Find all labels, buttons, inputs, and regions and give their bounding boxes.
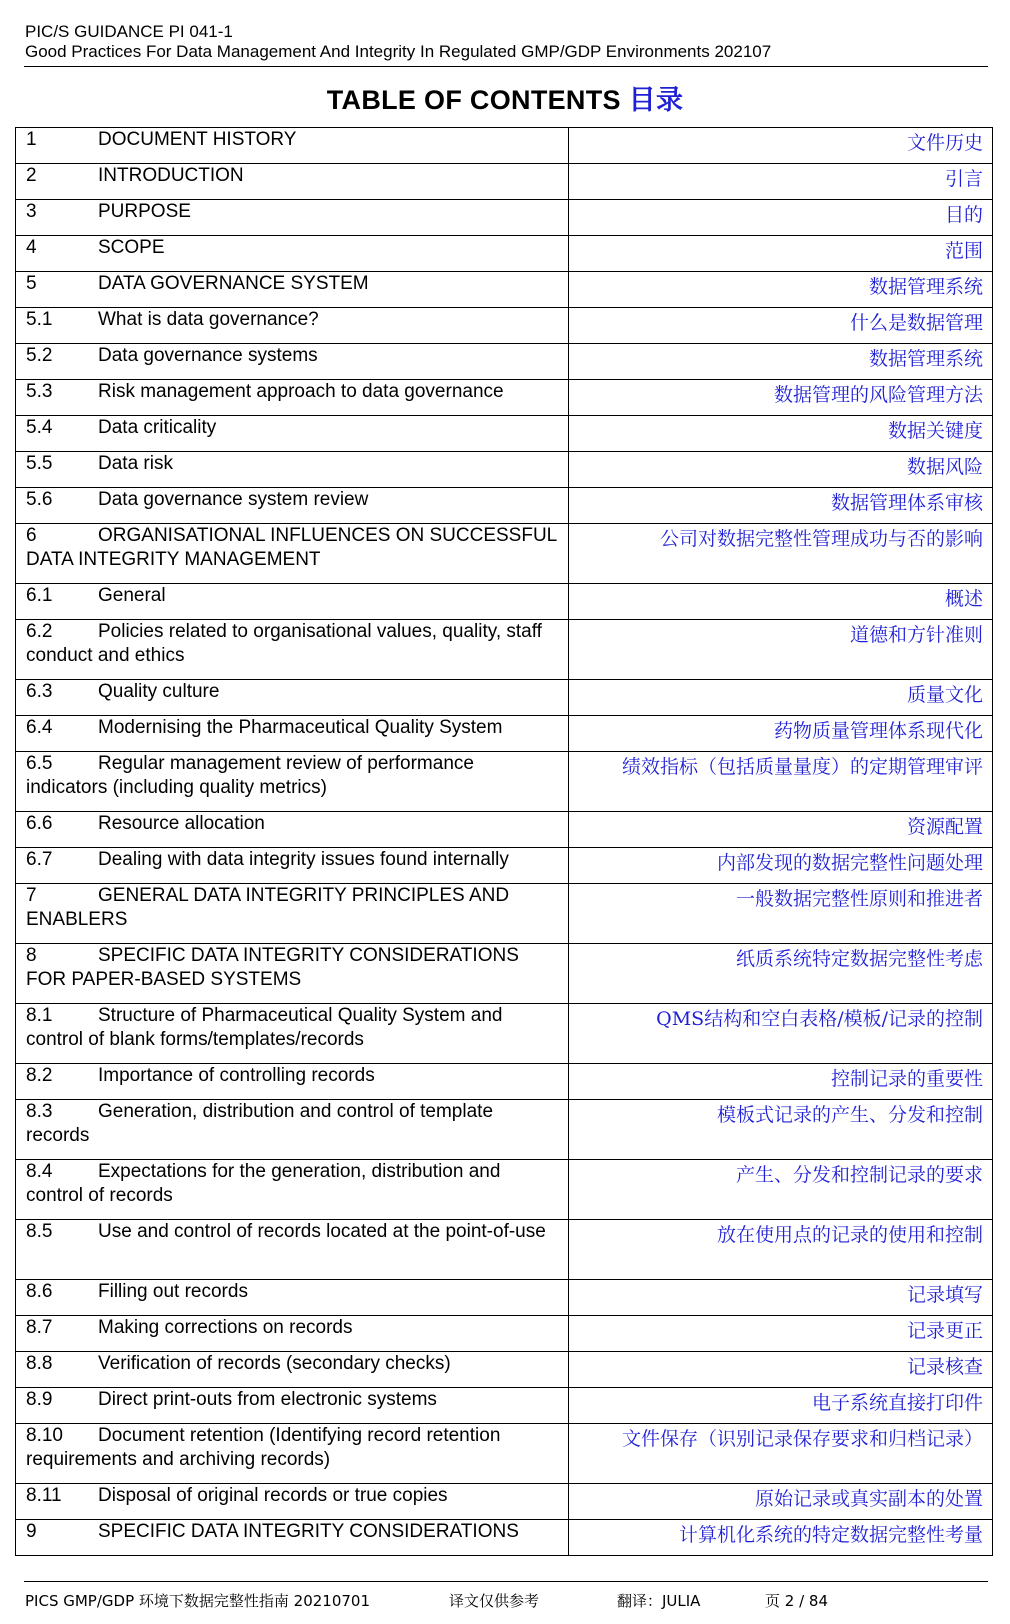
toc-entry-english — [16, 1064, 569, 1100]
section-number: 6.1 — [26, 585, 53, 606]
toc-entry-english — [16, 272, 569, 308]
section-number: 8.3 — [26, 1101, 53, 1122]
footer-reference-note: 译文仅供参考 — [449, 1592, 540, 1610]
toc-row[interactable] — [16, 164, 993, 200]
section-number: 8.1 — [26, 1005, 53, 1026]
toc-row[interactable] — [16, 884, 993, 944]
section-title: Disposal of original records or true copies — [98, 1485, 448, 1506]
section-number: 8.6 — [26, 1281, 53, 1302]
toc-entry-chinese[interactable]: 概述 — [569, 584, 993, 620]
section-title: SPECIFIC DATA INTEGRITY CONSIDERATIONS — [98, 1521, 519, 1542]
page-footer — [0, 1590, 1010, 1614]
toc-entry-english — [16, 884, 569, 944]
toc-entry-english — [16, 1484, 569, 1520]
toc-entry-english — [16, 200, 569, 236]
section-title: Risk management approach to data governance — [98, 381, 504, 402]
section-number: 6.5 — [26, 753, 53, 774]
toc-row[interactable] — [16, 1424, 993, 1484]
toc-entry-chinese[interactable]: 电子系统直接打印件 — [569, 1388, 993, 1424]
toc-entry-english — [16, 680, 569, 716]
toc-entry-english — [16, 524, 569, 584]
section-number: 8.10 — [26, 1425, 63, 1446]
toc-table-body — [16, 128, 993, 1556]
section-number: 8.7 — [26, 1317, 53, 1338]
toc-entry-english — [16, 1520, 569, 1556]
toc-row[interactable] — [16, 716, 993, 752]
section-number: 3 — [26, 201, 37, 222]
section-number: 5.4 — [26, 417, 53, 438]
toc-entry-english — [16, 236, 569, 272]
toc-row[interactable] — [16, 620, 993, 680]
section-number: 8.11 — [26, 1485, 62, 1506]
toc-row[interactable] — [16, 848, 993, 884]
toc-row[interactable] — [16, 308, 993, 344]
toc-entry-english — [16, 1316, 569, 1352]
toc-row[interactable] — [16, 524, 993, 584]
toc-row[interactable] — [16, 200, 993, 236]
toc-title-chinese: 目录 — [628, 85, 684, 116]
section-title: Making corrections on records — [98, 1317, 353, 1338]
section-title: Modernising the Pharmaceutical Quality System — [98, 717, 503, 738]
section-number: 8.9 — [26, 1389, 53, 1410]
footer-document-name: PICS GMP/GDP 环境下数据完整性指南 20210701 — [25, 1592, 371, 1610]
header-guidance-id: PIC/S GUIDANCE PI 041-1 — [25, 22, 233, 41]
toc-entry-chinese[interactable]: 引言 — [569, 164, 993, 200]
section-number: 5.2 — [26, 345, 53, 366]
toc-table — [15, 127, 993, 1556]
section-title: PURPOSE — [98, 201, 191, 222]
section-title: Expectations for the generation, distribution and control of records — [26, 1161, 501, 1206]
page-header — [25, 22, 987, 62]
section-title: What is data governance? — [98, 309, 319, 330]
toc-entry-chinese[interactable]: 放在使用点的记录的使用和控制 — [569, 1220, 993, 1280]
toc-entry-chinese[interactable]: 目的 — [569, 200, 993, 236]
section-title: DOCUMENT HISTORY — [98, 129, 297, 150]
footer-divider — [24, 1581, 988, 1582]
toc-row[interactable] — [16, 1520, 993, 1556]
toc-entry-chinese[interactable]: 药物质量管理体系现代化 — [569, 716, 993, 752]
section-number: 8 — [26, 945, 37, 966]
section-number: 8.8 — [26, 1353, 53, 1374]
toc-row[interactable] — [16, 1484, 993, 1520]
section-title: Resource allocation — [98, 813, 265, 834]
toc-entry-english — [16, 752, 569, 812]
toc-entry-chinese[interactable]: 记录核查 — [569, 1352, 993, 1388]
section-title: Generation, distribution and control of template records — [26, 1101, 494, 1146]
toc-entry-chinese[interactable]: 模板式记录的产生、分发和控制 — [569, 1100, 993, 1160]
toc-row[interactable] — [16, 680, 993, 716]
toc-entry-english — [16, 1388, 569, 1424]
section-title: SCOPE — [98, 237, 165, 258]
toc-entry-chinese[interactable]: 质量文化 — [569, 680, 993, 716]
toc-row[interactable] — [16, 272, 993, 308]
toc-entry-chinese[interactable]: 纸质系统特定数据完整性考虑 — [569, 944, 993, 1004]
toc-entry-english — [16, 944, 569, 1004]
toc-row[interactable] — [16, 1064, 993, 1100]
toc-entry-chinese[interactable]: 资源配置 — [569, 812, 993, 848]
section-number: 7 — [26, 885, 37, 906]
section-title: Use and control of records located at the point-of-use — [98, 1221, 546, 1242]
section-title: Data risk — [98, 453, 173, 474]
section-title: Filling out records — [98, 1281, 248, 1302]
toc-row[interactable] — [16, 1100, 993, 1160]
toc-entry-english — [16, 452, 569, 488]
toc-entry-english — [16, 716, 569, 752]
toc-row[interactable] — [16, 344, 993, 380]
toc-row[interactable] — [16, 752, 993, 812]
toc-entry-chinese[interactable]: 绩效指标（包括质量量度）的定期管理审评 — [569, 752, 993, 812]
toc-entry-chinese[interactable]: 记录填写 — [569, 1280, 993, 1316]
section-title: Direct print-outs from electronic systems — [98, 1389, 437, 1410]
section-number: 6.2 — [26, 621, 53, 642]
section-title: Data criticality — [98, 417, 217, 438]
toc-row[interactable] — [16, 380, 993, 416]
toc-entry-english — [16, 1160, 569, 1220]
section-title: Data governance system review — [98, 489, 369, 510]
section-number: 8.2 — [26, 1065, 53, 1086]
toc-entry-chinese[interactable]: 原始记录或真实副本的处置 — [569, 1484, 993, 1520]
section-title: Verification of records (secondary checks) — [98, 1353, 451, 1374]
section-title: Document retention (Identifying record retention requirements and archiving records) — [26, 1425, 501, 1470]
section-number: 9 — [26, 1521, 37, 1542]
section-number: 1 — [26, 129, 37, 150]
section-title: Importance of controlling records — [98, 1065, 375, 1086]
toc-entry-english — [16, 1424, 569, 1484]
toc-entry-english — [16, 620, 569, 680]
toc-entry-english — [16, 1004, 569, 1064]
toc-row[interactable] — [16, 584, 993, 620]
footer-translator: 翻译：JULIA — [617, 1592, 701, 1610]
toc-row[interactable] — [16, 812, 993, 848]
section-title: SPECIFIC DATA INTEGRITY CONSIDERATIONS FOR PAPER-BASED SYSTEMS — [26, 945, 519, 990]
toc-entry-chinese[interactable]: 公司对数据完整性管理成功与否的影响 — [569, 524, 993, 584]
toc-entry-chinese[interactable]: 产生、分发和控制记录的要求 — [569, 1160, 993, 1220]
toc-row[interactable] — [16, 416, 993, 452]
toc-row[interactable] — [16, 488, 993, 524]
toc-entry-chinese[interactable]: 记录更正 — [569, 1316, 993, 1352]
toc-row[interactable] — [16, 1352, 993, 1388]
section-number: 5.3 — [26, 381, 53, 402]
toc-row[interactable] — [16, 944, 993, 1004]
section-title: Policies related to organisational values, quality, staff conduct and ethics — [26, 621, 542, 666]
toc-row[interactable] — [16, 1004, 993, 1064]
section-number: 4 — [26, 237, 37, 258]
section-number: 2 — [26, 165, 37, 186]
toc-row[interactable] — [16, 1388, 993, 1424]
toc-row[interactable] — [16, 236, 993, 272]
section-number: 6.7 — [26, 849, 53, 870]
toc-entry-english — [16, 812, 569, 848]
section-number: 6.3 — [26, 681, 53, 702]
toc-entry-english — [16, 416, 569, 452]
section-number: 5.6 — [26, 489, 53, 510]
toc-entry-chinese[interactable]: 数据管理系统 — [569, 344, 993, 380]
toc-entry-chinese[interactable]: 数据管理系统 — [569, 272, 993, 308]
header-document-title: Good Practices For Data Management And Integrity In Regulated GMP/GDP Environments 202107 — [25, 42, 772, 61]
toc-entry-english — [16, 308, 569, 344]
toc-entry-english — [16, 128, 569, 164]
toc-row[interactable] — [16, 1316, 993, 1352]
toc-entry-english — [16, 488, 569, 524]
section-number: 8.5 — [26, 1221, 53, 1242]
section-title: ORGANISATIONAL INFLUENCES ON SUCCESSFUL DATA INTEGRITY MANAGEMENT — [26, 525, 557, 570]
section-title: Quality culture — [98, 681, 220, 702]
section-title: Data governance systems — [98, 345, 318, 366]
toc-entry-english — [16, 164, 569, 200]
section-number: 6.6 — [26, 813, 53, 834]
section-title: Structure of Pharmaceutical Quality System and control of blank forms/templates/records — [26, 1005, 503, 1050]
toc-entry-english — [16, 1352, 569, 1388]
section-title: Regular management review of performance indicators (including quality metrics) — [26, 753, 474, 798]
toc-title-english: TABLE OF CONTENTS — [326, 85, 621, 115]
toc-entry-chinese[interactable]: 文件历史 — [569, 128, 993, 164]
toc-entry-english — [16, 584, 569, 620]
toc-entry-chinese[interactable]: 数据风险 — [569, 452, 993, 488]
toc-row[interactable] — [16, 452, 993, 488]
toc-entry-english — [16, 1220, 569, 1280]
section-number: 6 — [26, 525, 37, 546]
section-title: INTRODUCTION — [98, 165, 244, 186]
toc-entry-chinese[interactable]: 计算机化系统的特定数据完整性考量 — [569, 1520, 993, 1556]
toc-row[interactable] — [16, 128, 993, 164]
footer-page-number: 页 2 / 84 — [765, 1592, 828, 1610]
toc-row[interactable] — [16, 1160, 993, 1220]
toc-title — [0, 78, 1010, 117]
section-number: 5 — [26, 273, 37, 294]
header-divider — [24, 66, 988, 67]
toc-entry-english — [16, 344, 569, 380]
toc-entry-chinese[interactable]: QMS结构和空白表格/模板/记录的控制 — [569, 1004, 993, 1064]
toc-entry-english — [16, 1280, 569, 1316]
toc-entry-chinese[interactable]: 什么是数据管理 — [569, 308, 993, 344]
toc-row[interactable] — [16, 1220, 993, 1280]
toc-entry-chinese[interactable]: 范围 — [569, 236, 993, 272]
toc-entry-chinese[interactable]: 道德和方针准则 — [569, 620, 993, 680]
toc-entry-chinese[interactable]: 一般数据完整性原则和推进者 — [569, 884, 993, 944]
toc-entry-english — [16, 380, 569, 416]
toc-entry-english — [16, 848, 569, 884]
section-number: 8.4 — [26, 1161, 53, 1182]
section-title: GENERAL DATA INTEGRITY PRINCIPLES AND ENABLERS — [26, 885, 510, 930]
section-title: Dealing with data integrity issues found internally — [98, 849, 509, 870]
section-number: 5.5 — [26, 453, 53, 474]
toc-row[interactable] — [16, 1280, 993, 1316]
toc-entry-chinese[interactable]: 文件保存（识别记录保存要求和归档记录） — [569, 1424, 993, 1484]
toc-entry-english — [16, 1100, 569, 1160]
toc-entry-chinese[interactable]: 数据关键度 — [569, 416, 993, 452]
toc-entry-chinese[interactable]: 数据管理的风险管理方法 — [569, 380, 993, 416]
section-title: DATA GOVERNANCE SYSTEM — [98, 273, 369, 294]
toc-entry-chinese[interactable]: 内部发现的数据完整性问题处理 — [569, 848, 993, 884]
section-title: General — [98, 585, 166, 606]
toc-entry-chinese[interactable]: 数据管理体系审核 — [569, 488, 993, 524]
toc-entry-chinese[interactable]: 控制记录的重要性 — [569, 1064, 993, 1100]
section-number: 5.1 — [26, 309, 53, 330]
section-number: 6.4 — [26, 717, 53, 738]
